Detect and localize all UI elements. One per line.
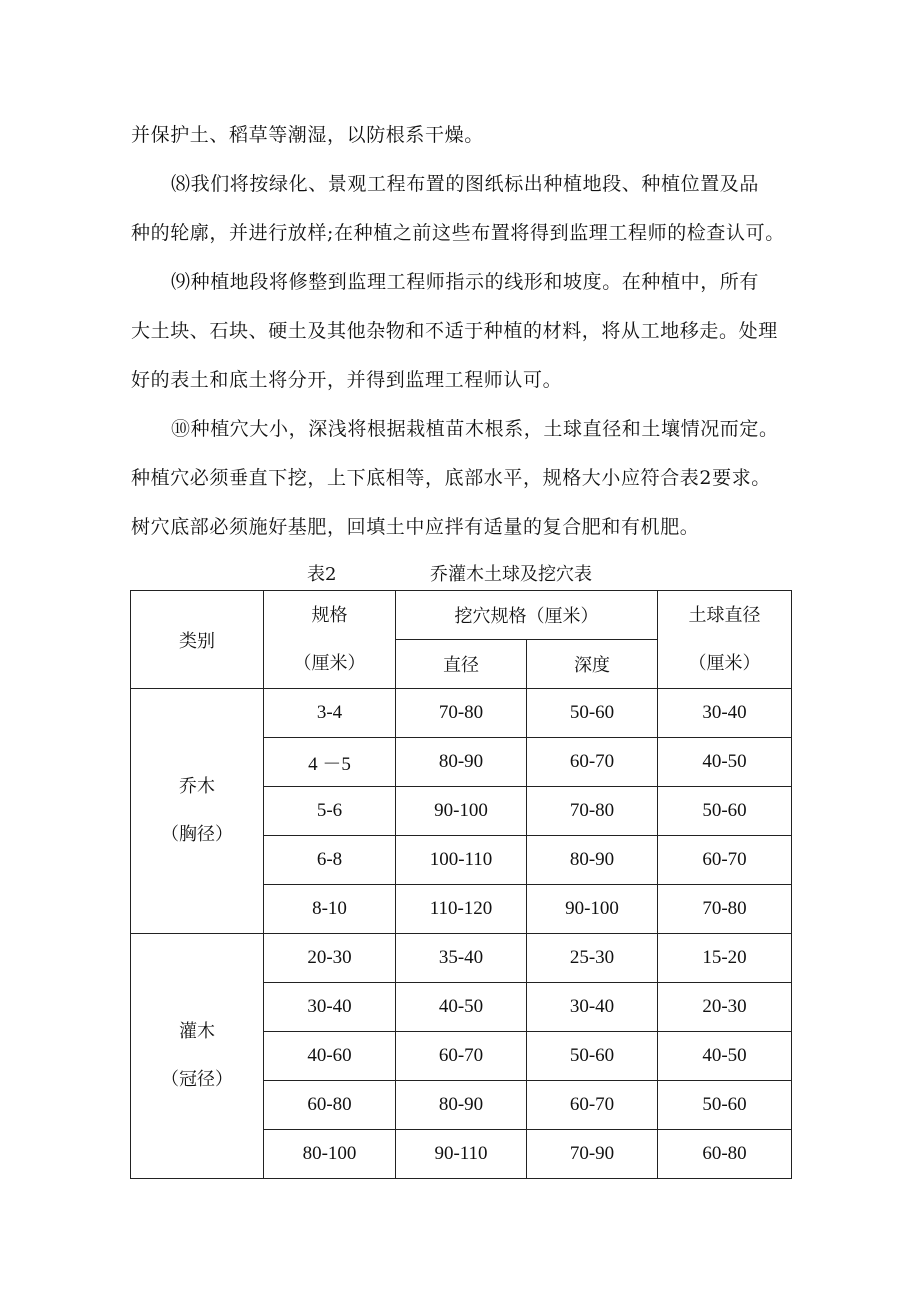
- text-line: 种植穴必须垂直下挖，上下底相等，底部水平，规格大小应符合表2要求。: [131, 467, 771, 489]
- paragraph-item-8: [131, 160, 796, 258]
- text-line: 种的轮廓，并进行放样;在种植之前这些布置将得到监理工程师的检查认可。: [131, 222, 785, 244]
- text-line: 大土块、石块、硬土及其他杂物和不适于种植的材料，将从工地移走。处理: [131, 320, 778, 342]
- paragraph-item-9: [131, 258, 796, 405]
- header-spec: [264, 591, 396, 689]
- header-spec-unit: （厘米）: [293, 652, 366, 674]
- cell-diameter: 90-110: [396, 1130, 527, 1179]
- cell-diameter: 35-40: [396, 934, 527, 983]
- cell-ball: 60-80: [658, 1130, 792, 1179]
- group-name: 乔木: [179, 776, 215, 797]
- text-line: ⑩种植穴大小，深浅将根据栽植苗木根系，土球直径和土壤情况而定。: [171, 418, 779, 440]
- cell-ball: 70-80: [658, 885, 792, 934]
- cell-depth: 60-70: [527, 1081, 658, 1130]
- text-line: 好的表土和底土将分开，并得到监理工程师认可。: [131, 369, 563, 391]
- cell-spec: 20-30: [264, 934, 396, 983]
- table-row: [131, 689, 792, 738]
- cell-ball: 50-60: [658, 787, 792, 836]
- cell-spec: 3-4: [264, 689, 396, 738]
- header-ball-unit: （厘米）: [688, 652, 761, 674]
- cell-spec: 4 －5: [264, 738, 396, 787]
- cell-depth: 80-90: [527, 836, 658, 885]
- cell-ball: 30-40: [658, 689, 792, 738]
- cell-spec: 40-60: [264, 1032, 396, 1081]
- paragraph-item-10: [131, 405, 796, 552]
- cell-ball: 40-50: [658, 738, 792, 787]
- group-note: （冠径）: [161, 1069, 233, 1090]
- cell-spec: 5-6: [264, 787, 396, 836]
- cell-depth: 60-70: [527, 738, 658, 787]
- group-note: （胸径）: [161, 824, 233, 845]
- cell-diameter: 90-100: [396, 787, 527, 836]
- cell-depth: 90-100: [527, 885, 658, 934]
- header-diameter: 直径: [396, 640, 527, 689]
- planting-hole-table: [130, 590, 792, 1179]
- cell-depth: 25-30: [527, 934, 658, 983]
- cell-diameter: 40-50: [396, 983, 527, 1032]
- text-line: ⑼种植地段将修整到监理工程师指示的线形和坡度。在种植中，所有: [171, 271, 760, 293]
- cell-diameter: 80-90: [396, 1081, 527, 1130]
- cell-ball: 20-30: [658, 983, 792, 1032]
- header-ball-label: 土球直径: [688, 604, 761, 626]
- cell-depth: 50-60: [527, 689, 658, 738]
- group-name: 灌木: [179, 1021, 215, 1042]
- cell-diameter: 110-120: [396, 885, 527, 934]
- header-spec-label: 规格: [311, 604, 348, 626]
- cell-ball: 50-60: [658, 1081, 792, 1130]
- header-category: 类别: [131, 591, 264, 689]
- header-depth: 深度: [527, 640, 658, 689]
- group-cell-tree: [131, 689, 264, 934]
- table-header-row: [131, 591, 792, 640]
- cell-spec: 80-100: [264, 1130, 396, 1179]
- cell-depth: 30-40: [527, 983, 658, 1032]
- cell-spec: 30-40: [264, 983, 396, 1032]
- paragraph-continuation: [131, 111, 796, 160]
- cell-ball: 40-50: [658, 1032, 792, 1081]
- cell-ball: 60-70: [658, 836, 792, 885]
- table-caption-title: 乔灌木土球及挖穴表: [430, 564, 592, 585]
- cell-depth: 70-80: [527, 787, 658, 836]
- group-cell-shrub: [131, 934, 264, 1179]
- cell-diameter: 100-110: [396, 836, 527, 885]
- table-caption-number: 表2: [307, 564, 337, 585]
- text-line: 并保护土、稻草等潮湿，以防根系干燥。: [131, 124, 484, 146]
- cell-diameter: 70-80: [396, 689, 527, 738]
- header-hole: 挖穴规格（厘米）: [396, 591, 658, 640]
- cell-spec: 8-10: [264, 885, 396, 934]
- cell-spec: 6-8: [264, 836, 396, 885]
- text-line: ⑻我们将按绿化、景观工程布置的图纸标出种植地段、种植位置及品: [171, 173, 760, 195]
- cell-depth: 70-90: [527, 1130, 658, 1179]
- cell-diameter: 60-70: [396, 1032, 527, 1081]
- header-ball: [658, 591, 792, 689]
- cell-depth: 50-60: [527, 1032, 658, 1081]
- text-line: 树穴底部必须施好基肥，回填土中应拌有适量的复合肥和有机肥。: [131, 516, 700, 538]
- table-row: [131, 934, 792, 983]
- cell-diameter: 80-90: [396, 738, 527, 787]
- cell-ball: 15-20: [658, 934, 792, 983]
- cell-spec: 60-80: [264, 1081, 396, 1130]
